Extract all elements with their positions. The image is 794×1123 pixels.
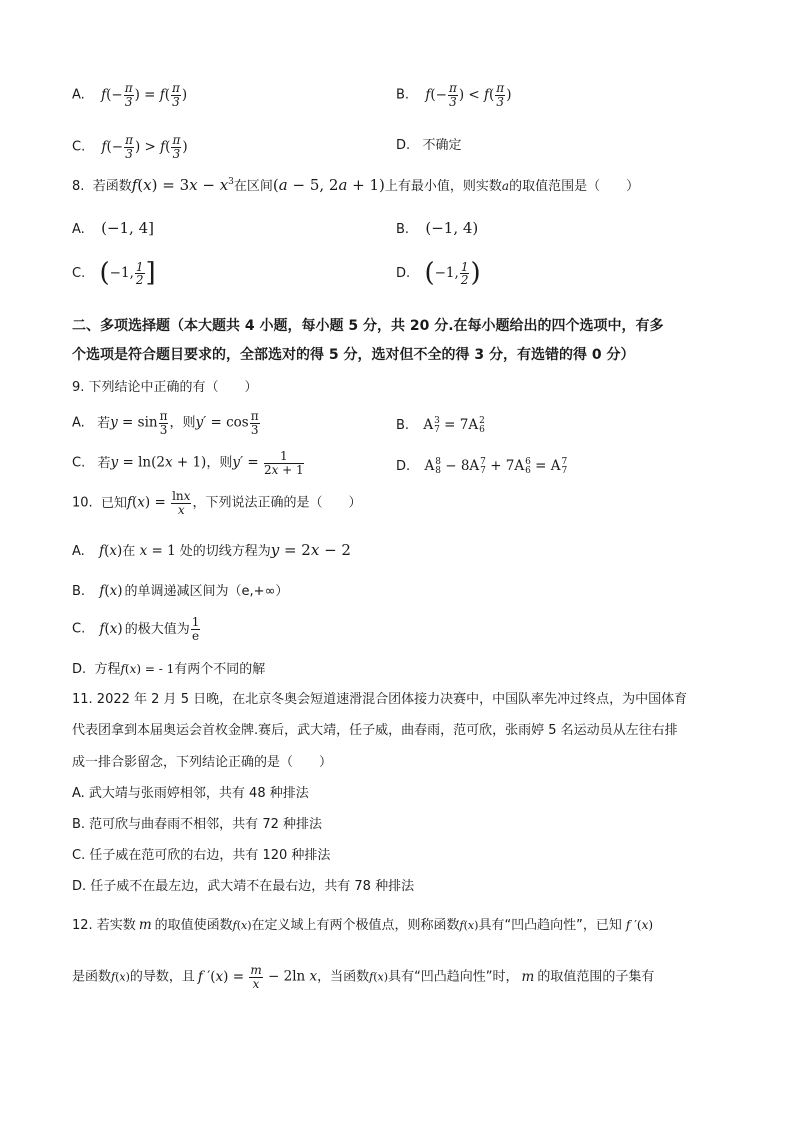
option-text: 不确定 [422,138,462,153]
q8-option-b[interactable]: B. (−1, 4) [396,219,479,237]
q9-stem: 9. 下列结论中正确的有（ ） [72,380,258,395]
q10-option-d[interactable]: D. 方程f(x) = - 1有两个不同的解 [72,662,266,677]
q8-option-a[interactable]: A. (−1, 4] [72,219,154,237]
q7-option-a[interactable]: A. f(− $\frac{\pi}{3}$ ) = f( $\frac{\pi}{3}$ ) [72,81,188,109]
q8-option-c[interactable]: C. (−1, $\frac{1}{2}$ ] [72,258,156,288]
q12-stem-line2: 是函数f(x)的导数，且 f ′(x) = $\frac{m}{x}$ − 2ln x，当函数f(x)具有“凹凸趋向性”时， m 的取值范围的子集有 [72,963,655,991]
q7-option-d[interactable] [396,137,461,154]
q10-option-b[interactable]: B. f(x) 的单调递减区间为（e,+∞） [72,583,289,599]
option-label: D. [396,138,411,153]
q10-option-c[interactable]: C. f(x) 的极大值为 $\frac{1}{e}$ [72,615,200,643]
q10-stem: 10. 已知f(x) = $\frac{\ln x}{x}$ ，下列说法正确的是（ ） [72,489,362,517]
q11-option-d[interactable]: D. 任子威不在最左边，武大靖不在最右边，共有 78 种排法 [72,879,415,894]
q11-option-c[interactable]: C. 任子威在范可欣的右边，共有 120 种排法 [72,848,331,863]
option-label: B. [396,87,410,103]
q7-option-b[interactable]: B. f(− $\frac{\pi}{3}$ ) < f( $\frac{\pi}{3}$ ) [396,81,512,109]
option-label: A. [72,222,85,237]
option-label: C. [72,266,86,282]
q9-option-a[interactable]: A. 若y = sin $\frac{\pi}{3}$ ，则y′ = cos $\frac{\pi}{3}$ [72,409,259,437]
q11-stem-line1: 11. 2022 年 2 月 5 日晚，在北京冬奥会短道速滑混合团体接力决赛中，中国队率先冲过终点，为中国体育 [72,692,688,707]
q9-option-d[interactable]: D. A 8 8 − 8A 7 7 + 7A 6 6 = A 7 7 [396,457,568,476]
option-label: D. [396,266,411,282]
section-heading-line2: 个选项是符合题目要求的，全部选对的得 5 分，选对但不全的得 3 分，有选错的得 0 分） [72,347,635,363]
option-label: A. [72,87,85,103]
q8-stem: 8. 若函数$f(x) = 3x - x^3$在区间(a − 5, 2a + 1)上有最小值，则实数a的取值范围是（ ） [72,176,640,194]
q8-option-d[interactable]: D. (−1, $\frac{1}{2}$ ) [396,258,481,288]
q11-option-a[interactable]: A. 武大靖与张雨婷相邻，共有 48 种排法 [72,786,309,801]
q10-option-a[interactable]: A. f(x)在 x = 1 处的切线方程为y = 2x − 2 [72,541,351,559]
section-heading-line1: 二、多项选择题（本大题共 4 小题，每小题 5 分，共 20 分.在每小题给出的四个选项中，有多 [72,318,664,334]
q7-option-c[interactable]: C. f(− $\frac{\pi}{3}$ ) > f( $\frac{\pi}{3}$ ) [72,133,188,161]
q9-option-b[interactable]: B. A 3 7 = 7A 2 6 [396,416,485,435]
q12-stem-line1: 12. 若实数 m 的取值使函数f(x)在定义域上有两个极值点，则称函数f(x)具有“凹凸趋向性”，已知 f ′(x) [72,917,654,933]
q11-option-b[interactable]: B. 范可欣与曲春雨不相邻，共有 72 种排法 [72,817,322,832]
option-label: B. [396,222,410,237]
q11-stem-line2: 代表团拿到本届奥运会首枚金牌.赛后，武大靖，任子威，曲春雨，范可欣，张雨婷 5 名运动员从左往右排 [72,723,678,738]
option-label: C. [72,139,86,155]
q9-option-c[interactable]: C. 若y = ln(2x + 1)，则y′ = $\frac{1}{2x + 1}$ [72,449,304,477]
q11-stem-line3: 成一排合影留念，下列结论正确的是（ ） [72,755,333,770]
